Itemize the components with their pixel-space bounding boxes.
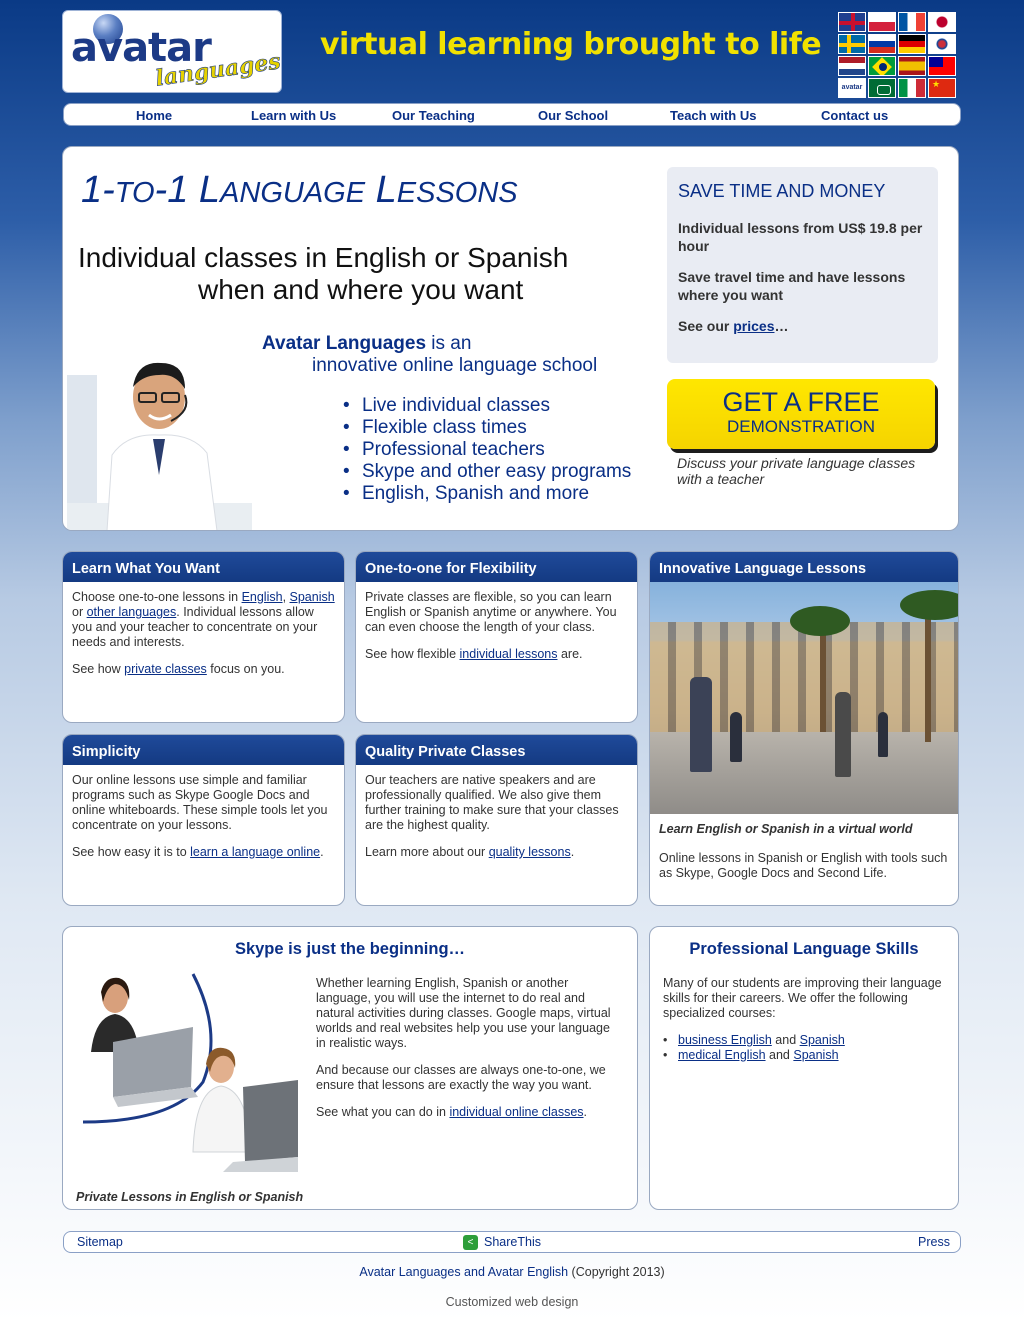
price-text: Individual lessons from US$ 19.8 per hour: [678, 220, 923, 254]
nav-learn-with-us[interactable]: Learn with Us: [251, 108, 337, 123]
main-nav: [63, 103, 961, 126]
demo-button-sublabel: DEMONSTRATION: [727, 417, 875, 436]
quality-lessons-link[interactable]: quality lessons: [488, 845, 571, 859]
logo[interactable]: [62, 10, 282, 93]
other-languages-link[interactable]: other languages: [86, 605, 177, 619]
skype-p3: See what you can do in individual online classes.: [316, 1105, 588, 1119]
card-title: Simplicity: [63, 735, 344, 765]
english-link[interactable]: English: [241, 590, 283, 604]
feature-list: [343, 395, 631, 505]
list-item: • Professional teachers: [343, 439, 631, 461]
card-title: Quality Private Classes: [356, 735, 637, 765]
students-photo: [73, 972, 298, 1172]
flag-italy-icon[interactable]: [898, 78, 926, 98]
language-flags: [838, 12, 958, 98]
prices-line: See our prices…: [678, 318, 789, 334]
card-simplicity: [62, 734, 345, 906]
card-title: Learn What You Want: [63, 552, 344, 582]
courses-list: [663, 1033, 948, 1063]
travel-text: Save travel time and have lessons where you want: [678, 269, 906, 303]
virtual-world-image: [650, 582, 959, 814]
logo-main-text: avatar: [71, 25, 211, 71]
flag-korea-icon[interactable]: [928, 34, 956, 54]
flag-taiwan-icon[interactable]: [928, 56, 956, 76]
flag-poland-icon[interactable]: [868, 12, 896, 32]
flag-france-icon[interactable]: [898, 12, 926, 32]
card-see-more: See how easy it is to learn a language online.: [72, 845, 324, 859]
nav-home[interactable]: Home: [136, 108, 173, 123]
press-link[interactable]: Press: [918, 1235, 950, 1249]
skype-p1: Whether learning English, Spanish or another language, you will use the internet to do real and natural activities during classes. Google maps, virtual worlds and real websites help you use your language in realistic ways.: [316, 976, 611, 1050]
skills-panel: [649, 926, 959, 1210]
skype-panel-text: [316, 976, 621, 1132]
panel-title: Professional Language Skills: [689, 940, 919, 958]
card-title: One-to-one for Flexibility: [356, 552, 637, 582]
business-english-link[interactable]: business English: [678, 1033, 772, 1047]
flag-sweden-icon[interactable]: [838, 34, 866, 54]
card-see-more: See how private classes focus on you.: [72, 662, 285, 676]
nav-contact-us[interactable]: Contact us: [821, 108, 889, 123]
flag-japan-icon[interactable]: [928, 12, 956, 32]
list-item: • Flexible class times: [343, 417, 631, 439]
medical-english-link[interactable]: medical English: [678, 1048, 766, 1062]
card-see-more: See how flexible individual lessons are.: [365, 647, 583, 661]
avatar-home-link[interactable]: Avatar Languages and Avatar English: [359, 1265, 569, 1279]
card-text: Online lessons in Spanish or English with tools such as Skype, Google Docs and Second Life.: [659, 851, 948, 880]
virtual-world-caption: Learn English or Spanish in a virtual world: [659, 822, 913, 836]
brand-statement-line2: innovative online language school: [312, 355, 598, 376]
card-title: Innovative Language Lessons: [650, 552, 958, 582]
spanish-link[interactable]: Spanish: [289, 590, 335, 604]
flag-china-icon[interactable]: [928, 78, 956, 98]
free-demo-button[interactable]: [667, 379, 935, 449]
card-see-more: Learn more about our quality lessons.: [365, 845, 575, 859]
skype-panel: [62, 926, 638, 1210]
skype-caption: Private Lessons in English or Spanish: [76, 1190, 304, 1204]
list-item: • Live individual classes: [343, 395, 631, 417]
business-spanish-link[interactable]: Spanish: [799, 1033, 845, 1047]
list-item: • medical English and Spanish: [663, 1048, 948, 1063]
card-flexibility: [355, 551, 638, 723]
teacher-photo: [67, 335, 252, 531]
share-icon[interactable]: <: [463, 1235, 478, 1250]
nav-teach-with-us[interactable]: Teach with Us: [670, 108, 757, 123]
card-quality: [355, 734, 638, 906]
card-innovative: [649, 551, 959, 906]
footer-bar: [63, 1231, 961, 1253]
private-classes-link[interactable]: private classes: [124, 662, 207, 676]
panel-title: Skype is just the beginning…: [234, 940, 466, 958]
demo-button-label: GET A FREE: [722, 387, 880, 417]
save-title: SAVE TIME AND MONEY: [678, 181, 886, 201]
flag-netherlands-icon[interactable]: [838, 56, 866, 76]
list-item: • English, Spanish and more: [343, 483, 631, 505]
individual-lessons-link[interactable]: individual lessons: [459, 647, 558, 661]
card-text: Choose one-to-one lessons in English, Spanish or other languages. Individual lessons allow you and your teacher to concentrate on your needs and interests.: [72, 590, 335, 649]
hero-subtitle-line2: when and where you want: [198, 274, 524, 305]
card-learn-what-you-want: [62, 551, 345, 723]
nav-our-teaching[interactable]: Our Teaching: [392, 108, 475, 123]
medical-spanish-link[interactable]: Spanish: [793, 1048, 839, 1062]
flag-spain-icon[interactable]: [898, 56, 926, 76]
copyright: Avatar Languages and Avatar English (Copyright 2013): [359, 1265, 665, 1279]
list-item: • Skype and other easy programs: [343, 461, 631, 483]
list-item: • business English and Spanish: [663, 1033, 948, 1048]
demo-note: Discuss your private language classes with a teacher: [677, 455, 916, 487]
page-title: 1-TO-1 LANGUAGE LESSONS: [81, 169, 518, 211]
flag-uk-icon[interactable]: [838, 12, 866, 32]
card-text: Private classes are flexible, so you can learn English or Spanish anytime or anywhere. You can even choose the length of your class.: [365, 590, 617, 634]
flag-russia-icon[interactable]: [868, 34, 896, 54]
tagline: virtual learning brought to life: [320, 27, 822, 62]
sitemap-link[interactable]: Sitemap: [77, 1235, 123, 1249]
prices-link[interactable]: prices: [733, 318, 775, 334]
credit-text: Customized web design: [445, 1295, 579, 1309]
card-text: Our online lessons use simple and familiar programs such as Skype Google Docs and online whiteboards. These simple tools let you concentrate on your lessons.: [72, 773, 328, 832]
flag-germany-icon[interactable]: [898, 34, 926, 54]
hero-panel: [62, 146, 959, 531]
card-text: Our teachers are native speakers and are professionally qualified. We also give them further training to make sure that your classes are the highest quality.: [365, 773, 619, 832]
logo-sub-text: languages: [153, 48, 283, 92]
brand-statement: Avatar Languages is an: [262, 333, 472, 354]
skills-panel-text: [663, 976, 948, 1063]
hero-subtitle-line1: Individual classes in English or Spanish: [78, 242, 569, 273]
flag-saudi-icon[interactable]: [868, 78, 896, 98]
sharethis-link[interactable]: ShareThis: [484, 1235, 541, 1249]
flag-avatar-icon[interactable]: avatar: [838, 78, 866, 98]
individual-online-classes-link[interactable]: individual online classes: [449, 1105, 584, 1119]
flag-brazil-icon[interactable]: [868, 56, 896, 76]
skills-intro: Many of our students are improving their language skills for their careers. We offer the following specialized courses:: [663, 976, 942, 1020]
learn-language-online-link[interactable]: learn a language online: [190, 845, 321, 859]
nav-our-school[interactable]: Our School: [538, 108, 609, 123]
save-time-box: [667, 167, 938, 363]
skype-p2: And because our classes are always one-to-one, we ensure that lessons are exactly the way you want.: [316, 1063, 606, 1092]
